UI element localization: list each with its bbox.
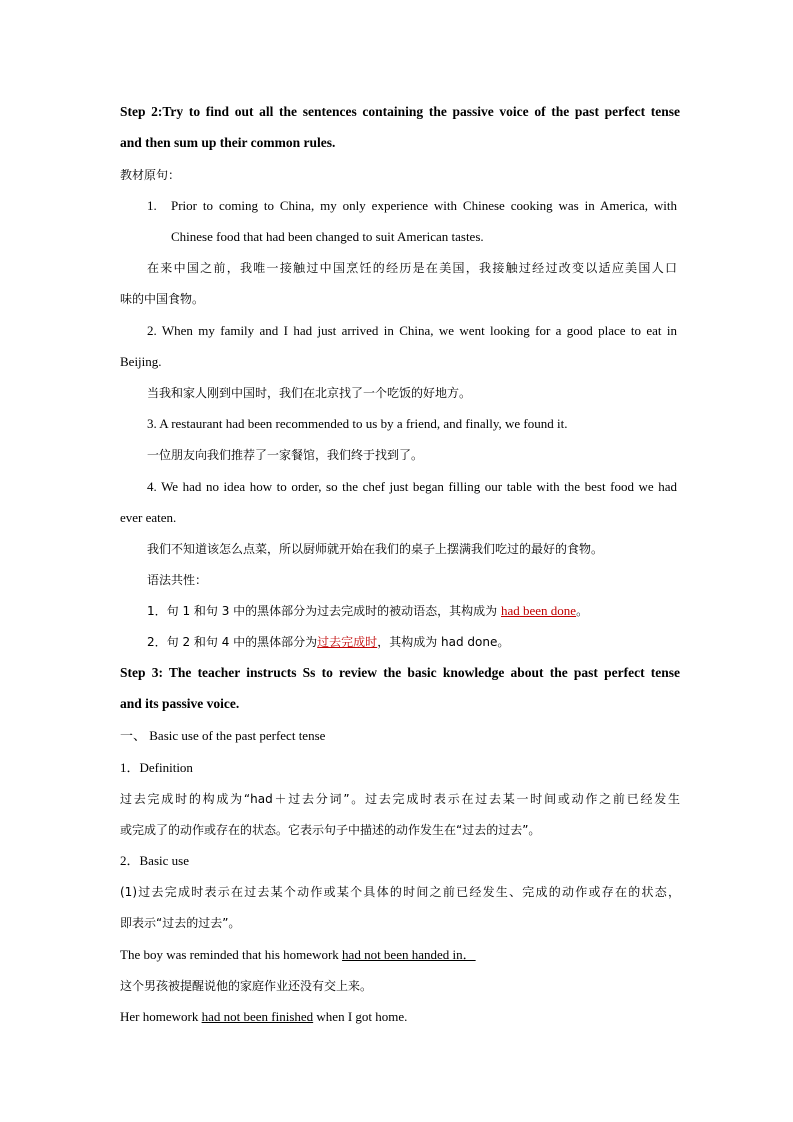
example3-en: 3. A restaurant had been recommended to us by a friend, and finally, we found it. <box>147 416 568 431</box>
step2-heading-line1: Step 2:Try to find out all the sentences containing the passive voice of the past perfect tense <box>120 104 680 119</box>
step2-heading-line2: and then sum up their common rules. <box>120 135 336 150</box>
example-sentence2 <box>120 1009 680 1025</box>
example4-en-line2: ever eaten. <box>120 510 177 525</box>
basic-use1-line1: (1)过去完成时表示在过去某个动作或某个具体的时间之前已经发生、完成的动作或存在的状态， <box>120 885 680 899</box>
example1-number: 1. <box>147 198 157 213</box>
example2-en-line2: Beijing. <box>120 354 162 369</box>
example2-zh: 当我和家人刚到中国时，我们在北京找了一个吃饭的好地方。 <box>147 386 472 400</box>
grammar-rule2-suffix: ，其构成为 had done。 <box>377 635 510 649</box>
basic-use1-line2: 即表示“过去的过去”。 <box>120 916 241 930</box>
example1-en-line2: Chinese food that had been changed to suit American tastes. <box>171 229 484 244</box>
example1-en-text: Prior to coming to China, my only experience with Chinese cooking was in America, with <box>171 198 677 213</box>
example4-en-line1: 4. We had no idea how to order, so the chef just began filling our table with the best food we had <box>147 479 677 494</box>
definition-title: 1．Definition <box>120 760 193 775</box>
example1-zh-line1: 在来中国之前，我唯一接触过中国烹饪的经历是在美国，我接触过经过改变以适应美国人口 <box>147 261 677 275</box>
example3-zh: 一位朋友向我们推荐了一家餐馆，我们终于找到了。 <box>147 448 424 462</box>
definition-line1: 过去完成时的构成为“had＋过去分词”。过去完成时表示在过去某一时间或动作之前已经发生 <box>120 792 680 806</box>
example-sentence1-prefix: The boy was reminded that his homework <box>120 947 343 962</box>
grammar-rule2-prefix: 2．句 2 和句 4 中的黑体部分为 <box>147 635 318 649</box>
example-sentence1 <box>120 947 680 963</box>
step3-heading-line1: Step 3: The teacher instructs Ss to review the basic knowledge about the past perfect tense <box>120 665 680 680</box>
source-label: 教材原句： <box>120 168 181 182</box>
example-sentence1-zh: 这个男孩被提醒说他的家庭作业还没有交上来。 <box>120 979 373 993</box>
grammar-label: 语法共性： <box>147 573 208 587</box>
grammar-rule2 <box>147 634 677 650</box>
grammar-rule1-prefix: 1．句 1 和句 3 中的黑体部分为过去完成时的被动语态，其构成为 <box>147 604 501 618</box>
grammar-rule1 <box>147 603 677 619</box>
example4-zh: 我们不知道该怎么点菜，所以厨师就开始在我们的桌子上摆满我们吃过的最好的食物。 <box>147 542 604 556</box>
basic-use-title: 2．Basic use <box>120 853 189 868</box>
grammar-rule1-answer: had been done <box>500 603 577 618</box>
section1-title: 一、 Basic use of the past perfect tense <box>120 728 326 743</box>
example-sentence2-answer: had not been finished <box>201 1009 314 1024</box>
example-sentence2-suffix: when I got home. <box>313 1009 408 1024</box>
example2-en-line1: 2. When my family and I had just arrived in China, we went looking for a good place to eat in <box>147 323 677 338</box>
definition-line2: 或完成了的动作或存在的状态。它表示句子中描述的动作发生在“过去的过去”。 <box>120 823 541 837</box>
grammar-rule1-suffix: 。 <box>576 604 589 618</box>
grammar-rule2-answer: 过去完成时 <box>317 635 378 649</box>
example1-zh-line2: 味的中国食物。 <box>120 292 205 306</box>
example1-en-line1 <box>147 198 677 214</box>
example-sentence1-answer: had not been handed in． <box>342 947 476 962</box>
step3-heading-line2: and its passive voice. <box>120 696 240 711</box>
example-sentence2-prefix: Her homework <box>120 1009 202 1024</box>
